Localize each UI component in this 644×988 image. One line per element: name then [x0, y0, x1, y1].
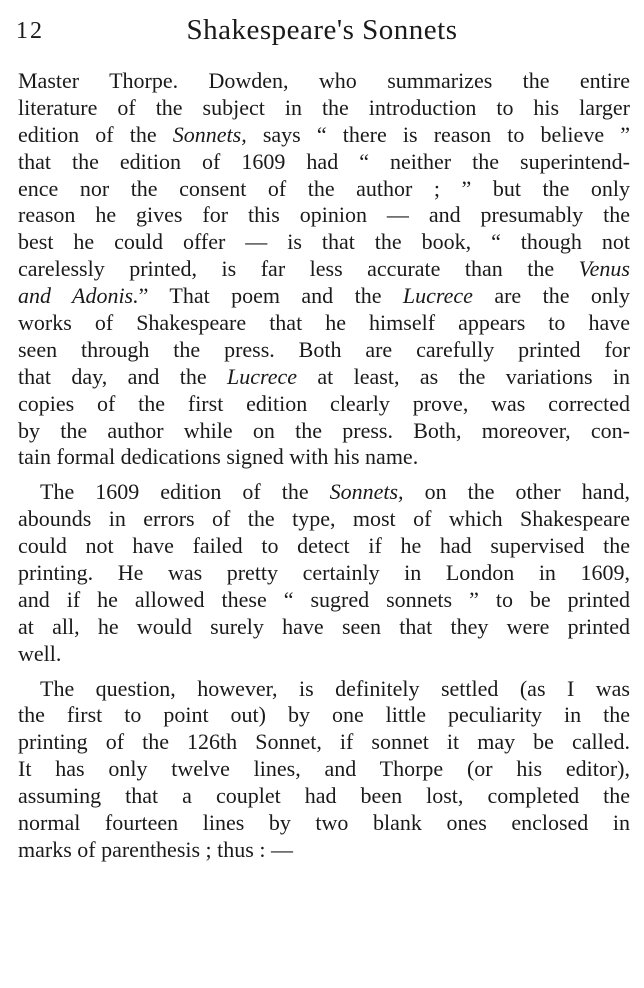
paragraph-gap: [18, 668, 630, 676]
text-segment: printing. He was pretty certainly in London in 1609,: [18, 560, 630, 586]
paragraph: [18, 68, 630, 471]
text-segment: by the author while on the press. Both, moreover, con-: [18, 417, 630, 443]
text-segment: printing of the 126th Sonnet, if sonnet it may be called.: [18, 729, 630, 755]
text-segment: copies of the first edition clearly prove, was corrected: [18, 390, 630, 416]
text-line: [18, 283, 630, 310]
italic-title: and Adonis.: [18, 283, 139, 309]
italic-title: Venus: [578, 256, 630, 282]
page-number: 12: [16, 18, 44, 44]
text-segment: The 1609 edition of the: [40, 479, 330, 505]
text-segment: It has only twelve lines, and Thorpe (or his editor),: [18, 756, 630, 782]
text-segment: ence nor the consent of the author ; ” but the only: [18, 175, 630, 201]
text-segment: on the other hand,: [403, 479, 630, 505]
running-title: Shakespeare's Sonnets: [186, 14, 458, 46]
text-line: [18, 68, 630, 95]
text-line: [18, 560, 630, 587]
text-line: [18, 229, 630, 256]
text-line: [18, 202, 630, 229]
text-line: [18, 702, 630, 729]
text-line: [18, 176, 630, 203]
text-line: [18, 810, 630, 837]
text-segment: marks of parenthesis ; thus : —: [18, 836, 293, 862]
text-line: [18, 364, 630, 391]
text-line: [18, 676, 630, 703]
paragraph: [18, 676, 630, 864]
italic-title: Sonnets,: [329, 479, 404, 505]
text-line: [18, 587, 630, 614]
text-segment: best he could offer — is that the book, “ though not: [18, 229, 630, 255]
text-line: [18, 391, 630, 418]
text-segment: ” That poem and the: [138, 283, 403, 309]
italic-title: Lucrece: [226, 363, 298, 389]
page-header: [0, 14, 644, 54]
text-segment: at all, he would surely have seen that they were printed: [18, 613, 630, 639]
text-line: [18, 337, 630, 364]
text-segment: could not have failed to detect if he had supervised the: [18, 533, 630, 559]
text-segment: edition of the: [18, 121, 173, 147]
text-line: [18, 444, 630, 471]
text-segment: seen through the press. Both are carefully printed for: [18, 336, 630, 362]
text-line: [18, 533, 630, 560]
text-line: [18, 149, 630, 176]
text-segment: reason he gives for this opinion — and presumably the: [18, 202, 630, 228]
text-line: [18, 122, 630, 149]
text-segment: tain formal dedications signed with his name.: [18, 444, 419, 470]
paragraph: [18, 479, 630, 667]
text-line: [18, 256, 630, 283]
text-segment: abounds in errors of the type, most of which Shakespeare: [18, 506, 630, 532]
text-line: [18, 783, 630, 810]
text-line: [18, 756, 630, 783]
text-line: [18, 506, 630, 533]
text-segment: well.: [18, 640, 62, 666]
text-segment: and if he allowed these “ sugred sonnets ” to be printed: [18, 586, 630, 612]
italic-title: Lucrece: [402, 283, 473, 309]
text-line: [18, 95, 630, 122]
italic-title: Sonnets,: [172, 121, 247, 147]
text-segment: normal fourteen lines by two blank ones enclosed in: [18, 810, 630, 836]
text-line: [18, 729, 630, 756]
text-line: [18, 479, 630, 506]
text-segment: says “ there is reason to believe ”: [246, 121, 630, 147]
text-segment: carelessly printed, is far less accurate than the: [18, 256, 579, 282]
paragraph-gap: [18, 471, 630, 479]
body-text: [18, 68, 630, 864]
text-segment: the first to point out) by one little peculiarity in the: [18, 702, 630, 728]
text-line: [18, 310, 630, 337]
text-segment: assuming that a couplet had been lost, completed the: [18, 783, 630, 809]
text-line: [18, 641, 630, 668]
text-segment: works of Shakespeare that he himself appears to have: [18, 310, 630, 336]
text-line: [18, 837, 630, 864]
text-line: [18, 614, 630, 641]
text-segment: at least, as the variations in: [297, 363, 631, 389]
text-segment: Master Thorpe. Dowden, who summarizes the entire: [18, 68, 630, 93]
text-segment: that the edition of 1609 had “ neither the superintend-: [18, 148, 630, 174]
text-segment: that day, and the: [18, 363, 227, 389]
text-segment: are the only: [472, 283, 630, 309]
text-segment: The question, however, is definitely settled (as I was: [40, 675, 630, 701]
text-segment: literature of the subject in the introduction to his larger: [18, 94, 630, 120]
text-line: [18, 418, 630, 445]
